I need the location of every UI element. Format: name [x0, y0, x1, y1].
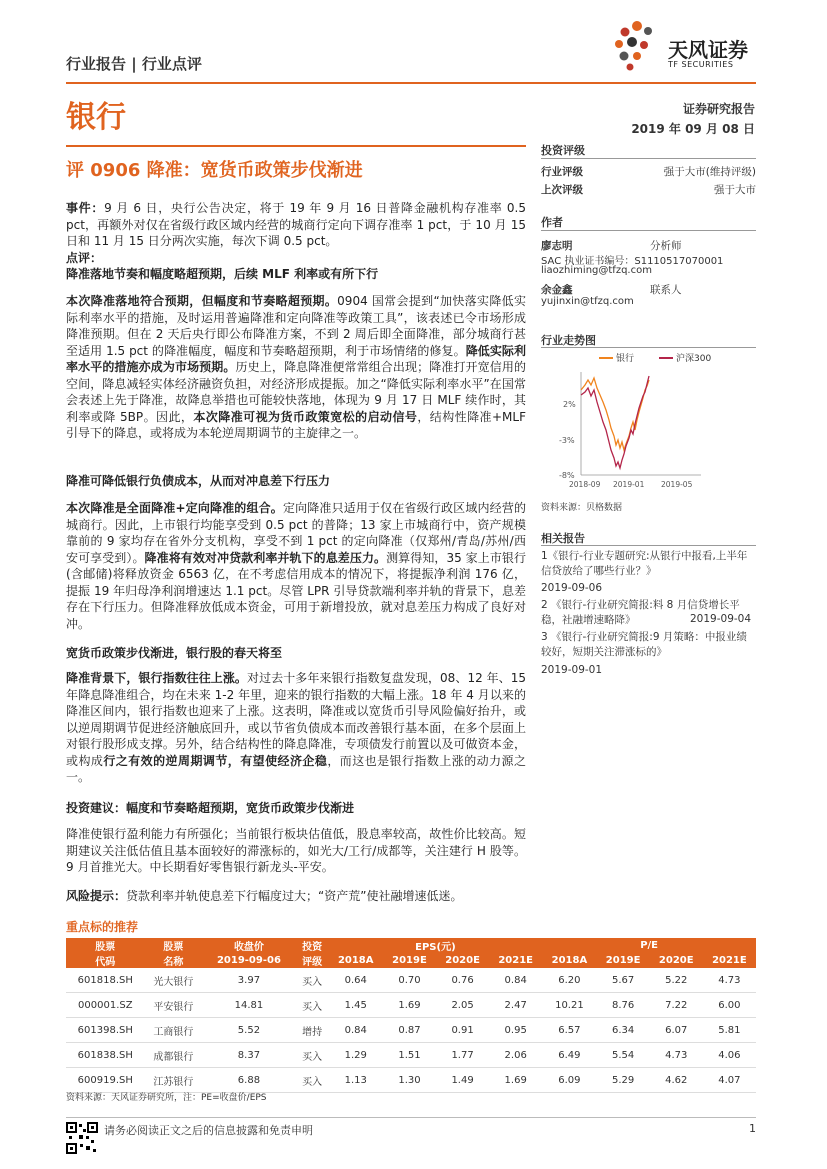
table-cell: 买入 — [296, 1068, 329, 1093]
risk-text: 贷款利率并轨使息差下行幅度过大；“资产荒”使社融增速低迷。 — [126, 889, 463, 903]
report-category: 行业报告 | 行业点评 — [66, 55, 202, 73]
rating-divider — [541, 158, 756, 159]
table-cell: 8.37 — [202, 1043, 295, 1068]
col-price-h: 收盘价 — [202, 938, 295, 953]
last-rating-label: 上次评级 — [541, 184, 583, 196]
related-report-2[interactable]: 2 《银行-行业研究简报:料 8 月信贷增长平稳，社融增速略降》 — [541, 599, 740, 626]
table-cell: 5.54 — [597, 1043, 650, 1068]
author2-name: 余金鑫 — [541, 284, 573, 296]
table-cell: 6.49 — [542, 1043, 596, 1068]
y-tick-label: -8% — [559, 471, 575, 480]
table-cell: 1.29 — [329, 1043, 383, 1068]
logo-mark-icon — [610, 18, 665, 73]
footer-divider — [66, 1117, 756, 1118]
col-year: 2018A — [329, 953, 383, 968]
col-year: 2020E — [436, 953, 489, 968]
table-cell: 601818.SH — [66, 968, 145, 993]
p3-bold-b: 行之有效的逆周期调节，有望使经济企稳 — [103, 753, 328, 768]
x-tick-label: 2019-05 — [661, 480, 693, 489]
footer-disclaimer[interactable]: 请务必阅读正文之后的信息披露和免责申明 — [104, 1124, 313, 1137]
p2-text-a: 定向降准只适用于仅在省级行政区域内经营的城商行。因此，上市银行均能享受到 0.5 pct 的普降；13 家上市城商行中，资产规模靠前的 9 家均存在省外分支机构，享受不到 1 pct 的定向降准（仅郑州/青岛/苏州/西安可享受到）。 — [66, 501, 526, 565]
author2-email[interactable]: yujinxin@tfzq.com — [541, 296, 634, 307]
p1-bold-d: 本次降准可视为货币政策宽松的启动信号 — [193, 409, 418, 424]
p1-bold: 本次降准落地符合预期，但幅度和节奏略超预期。 — [66, 294, 338, 308]
legend-bank-label: 银行 — [616, 354, 635, 364]
table-cell: 买入 — [296, 1043, 329, 1068]
col-code-h: 股票 — [66, 938, 145, 953]
table-cell: 增持 — [296, 1018, 329, 1043]
table-cell: 4.06 — [703, 1043, 756, 1068]
author2-role: 联系人 — [650, 284, 682, 296]
author1-name: 廖志明 — [541, 240, 573, 252]
table-cell: 5.67 — [597, 968, 650, 993]
table-cell: 买入 — [296, 993, 329, 1018]
author-divider — [541, 230, 756, 231]
related-report-2-date: 2019-09-04 — [690, 613, 752, 625]
table-cell: 1.51 — [383, 1043, 436, 1068]
title-divider — [66, 145, 526, 147]
page-title: 评 0906 降准：宽货币政策步伐渐进 — [66, 160, 363, 181]
p1-text-c: 历史上，降息降准便常常组合出现；降准打开宽信用的空间，降息减轻实体经济融资负担，对经济形成提振。加之“降低实际利率水平”在国常会表述上先于降准，故降息举措也可能较快落地，体现为 9 月 17 日 MLF 续作时，其利率或降 5BP。因此， — [66, 360, 526, 424]
author1-email[interactable]: liaozhiming@tfzq.com — [541, 265, 652, 276]
related-heading: 相关报告 — [541, 532, 585, 545]
table-cell: 10.21 — [542, 993, 596, 1018]
body-section-event — [66, 200, 526, 283]
last-rating-value: 强于大市 — [714, 184, 756, 196]
table-cell: 1.13 — [329, 1068, 383, 1093]
trend-chart — [541, 350, 756, 495]
table-cell: 0.70 — [383, 968, 436, 993]
col-rating-h2: 评级 — [296, 953, 329, 968]
industry-rating-value: 强于大市(维持评级) — [663, 166, 756, 178]
logo-name: 天风证券 — [668, 38, 748, 62]
table-cell: 0.76 — [436, 968, 489, 993]
table-row — [66, 1018, 756, 1043]
table-heading: 重点标的推荐 — [66, 920, 139, 934]
table-row — [66, 968, 756, 993]
table-cell: 4.07 — [703, 1068, 756, 1093]
trend-divider — [541, 347, 756, 348]
risk-warning — [66, 888, 526, 905]
table-cell: 6.88 — [202, 1068, 295, 1093]
p1-bold-b: 降低实际利率水平的措施亦成为市场预期。 — [66, 343, 526, 374]
table-cell: 8.76 — [597, 993, 650, 1018]
col-year: 2021E — [703, 953, 756, 968]
chart-source: 资料来源：贝格数据 — [541, 503, 623, 513]
report-type: 证券研究报告 — [682, 102, 755, 116]
col-price-h2: 2019-09-06 — [202, 953, 295, 968]
table-cell: 2.47 — [489, 993, 542, 1018]
y-tick-label: -3% — [559, 436, 575, 445]
p3-bold: 降准背景下，银行指数往往上涨。 — [66, 671, 247, 685]
section2-heading: 降准可降低银行负债成本，从而对冲息差下行压力 — [66, 474, 331, 488]
table-cell: 工商银行 — [145, 1018, 203, 1043]
trend-heading: 行业走势图 — [541, 334, 596, 347]
table-cell: 6.20 — [542, 968, 596, 993]
body-paragraph-4: 降准使银行盈利能力有所强化；当前银行板块估值低，股息率较高，故性价比较高。短期建议关注低估值且基本面较好的滞涨标的，如光大/工行/成都等，关注建行 H 股等。9 月首推光大。中长期看好零售银行新龙头-平安。 — [66, 827, 526, 874]
author1-cert: SAC 执业证书编号：S1110517070001 — [541, 256, 724, 267]
p3-text-a: 对过去十多年来银行指数复盘发现，08、12 年、15 年降息降准组合，均在未来 1-2 年里，迎来的银行指数的大幅上涨。18 年 4 月以来的降准区间内，银行指数也迎来了上涨。这表明，降准或以宽货币引导风险偏好抬升，或以逆周期调节促进经济触底回升，或以节省负债成本而改善银行基本面，在多个层面上对银行股形成支撑。另外，结合结构性的降息降准，专项债发行前置以及可做资本金，或构成 — [66, 671, 527, 768]
table-cell: 601838.SH — [66, 1043, 145, 1068]
table-source: 资料来源：天风证券研究所，注：PE=收盘价/EPS — [66, 1093, 267, 1103]
table-cell: 1.69 — [383, 993, 436, 1018]
p2-bold-b: 降准将有效对冲贷款利率并轨下的息差压力。 — [144, 550, 387, 565]
recommendation-table — [66, 938, 756, 1093]
event-label: 事件： — [66, 201, 105, 215]
legend-index-label: 沪深300 — [676, 354, 712, 364]
table-cell: 000001.SZ — [66, 993, 145, 1018]
table-cell: 5.81 — [703, 1018, 756, 1043]
col-pe-h: P/E — [542, 938, 756, 953]
table-cell: 601398.SH — [66, 1018, 145, 1043]
table-row — [66, 1068, 756, 1093]
table-cell: 0.95 — [489, 1018, 542, 1043]
col-year: 2021E — [489, 953, 542, 968]
author1-role: 分析师 — [650, 240, 682, 252]
table-cell: 4.62 — [650, 1068, 703, 1093]
table-cell: 0.87 — [383, 1018, 436, 1043]
table-cell: 1.49 — [436, 1068, 489, 1093]
bank-series-line — [581, 378, 649, 450]
logo-subtitle: TF SECURITIES — [668, 60, 734, 69]
risk-label: 风险提示： — [66, 889, 127, 903]
col-eps-h: EPS(元) — [329, 938, 543, 953]
table-cell: 2.05 — [436, 993, 489, 1018]
table-cell: 600919.SH — [66, 1068, 145, 1093]
index-series-line — [581, 376, 649, 468]
col-year: 2020E — [650, 953, 703, 968]
table-row — [66, 1043, 756, 1068]
table-cell: 6.34 — [597, 1018, 650, 1043]
related-report-1-date: 2019-09-06 — [541, 582, 603, 594]
section4-heading: 投资建议：幅度和节奏略超预期，宽货币政策步伐渐进 — [66, 801, 355, 815]
col-year: 2018A — [542, 953, 596, 968]
table-cell: 14.81 — [202, 993, 295, 1018]
body-paragraph-3 — [66, 670, 526, 786]
related-report-1[interactable]: 1《银行-行业专题研究:从银行中报看,上半年信贷放给了哪些行业？》 — [541, 550, 748, 577]
col-year: 2019E — [383, 953, 436, 968]
p3-text-c: ，而这也是银行指数上涨的动力源之一。 — [66, 753, 526, 784]
related-divider — [541, 545, 756, 546]
table-cell: 1.69 — [489, 1068, 542, 1093]
table-cell: 0.64 — [329, 968, 383, 993]
rating-heading: 投资评级 — [541, 144, 585, 157]
table-cell: 4.73 — [703, 968, 756, 993]
table-cell: 1.45 — [329, 993, 383, 1018]
table-cell: 1.30 — [383, 1068, 436, 1093]
table-cell: 5.29 — [597, 1068, 650, 1093]
p1-text-e: ，结构性降准+MLF 引导下的降息，或将成为本轮逆周期调节的主旋律之一。 — [66, 409, 526, 440]
qr-code-icon — [66, 1122, 98, 1154]
table-row — [66, 993, 756, 1018]
table-cell: 2.06 — [489, 1043, 542, 1068]
body-paragraph-1 — [66, 293, 526, 442]
col-year: 2019E — [597, 953, 650, 968]
table-cell: 6.07 — [650, 1018, 703, 1043]
sector-title: 银行 — [66, 100, 126, 135]
table-cell: 5.52 — [202, 1018, 295, 1043]
p2-text-c: 测算得知，35 家上市银行(含邮储)将释放资金 6563 亿，在不考虑信用成本的情况下，将提振净利润 176 亿，提振 19 年归母净利润增速达 1.1 pct。尽管 LPR 引导贷款端利率并轨的背景下，息差存在下行压力。但降准释放低成本资金，可用于新增投放，就对息差压力构成了良好对冲。 — [66, 550, 526, 631]
col-code-h2: 代码 — [66, 953, 145, 968]
y-tick-label: 2% — [563, 400, 576, 409]
related-report-3-date: 2019-09-01 — [541, 664, 603, 676]
table-cell: 江苏银行 — [145, 1068, 203, 1093]
comment-label: 点评： — [66, 250, 103, 265]
body-paragraph-2 — [66, 500, 526, 632]
event-text: 9 月 6 日，央行公告决定，将于 19 年 9 月 16 日普降金融机构存准率 0.5 pct，再额外对仅在省级行政区域内经营的城商行定向下调存准率 1 pct，于 10 月 15 日和 11 月 15 日分两次实施，每次下调 0.5 pct。 — [66, 201, 526, 248]
header-divider — [66, 82, 756, 84]
table-cell: 6.57 — [542, 1018, 596, 1043]
table-cell: 0.84 — [329, 1018, 383, 1043]
table-cell: 成都银行 — [145, 1043, 203, 1068]
logo — [610, 18, 665, 73]
table-cell: 光大银行 — [145, 968, 203, 993]
table-cell: 6.09 — [542, 1068, 596, 1093]
table-cell: 0.91 — [436, 1018, 489, 1043]
table-cell: 7.22 — [650, 993, 703, 1018]
p1-text-a: 0904 国常会提到“加快落实降低实际利率水平的措施，及时运用普遍降准和定向降准等政策工具”，该表述已令市场形成降准预期。但在 2 天后央行即公布降准方案，不到 2 周后即全面降准，部分城商行甚至适用 1.5 pct 的降准幅度，幅度和节奏略超预期，利于市场情绪的修复。 — [66, 294, 526, 358]
related-report-3[interactable]: 3 《银行-行业研究简报:9 月策略：中报业绩较好，短期关注滞涨标的》 — [541, 631, 747, 658]
x-tick-label: 2018-09 — [569, 480, 601, 489]
col-name-h2: 名称 — [145, 953, 203, 968]
section1-heading: 降准落地节奏和幅度略超预期，后续 MLF 利率或有所下行 — [66, 267, 379, 281]
table-cell: 5.22 — [650, 968, 703, 993]
page-number: 1 — [749, 1122, 756, 1135]
col-rating-h: 投资 — [296, 938, 329, 953]
x-tick-label: 2019-01 — [613, 480, 645, 489]
table-cell: 买入 — [296, 968, 329, 993]
table-cell: 4.73 — [650, 1043, 703, 1068]
table-cell: 1.77 — [436, 1043, 489, 1068]
section3-heading: 宽货币政策步伐渐进，银行股的春天将至 — [66, 646, 283, 660]
report-date: 2019 年 09 月 08 日 — [631, 122, 755, 136]
author-heading: 作者 — [541, 216, 563, 229]
industry-rating-label: 行业评级 — [541, 166, 583, 178]
table-cell: 6.00 — [703, 993, 756, 1018]
table-cell: 3.97 — [202, 968, 295, 993]
col-name-h: 股票 — [145, 938, 203, 953]
table-cell: 平安银行 — [145, 993, 203, 1018]
table-cell: 0.84 — [489, 968, 542, 993]
p2-bold: 本次降准是全面降准+定向降准的组合。 — [66, 501, 283, 515]
